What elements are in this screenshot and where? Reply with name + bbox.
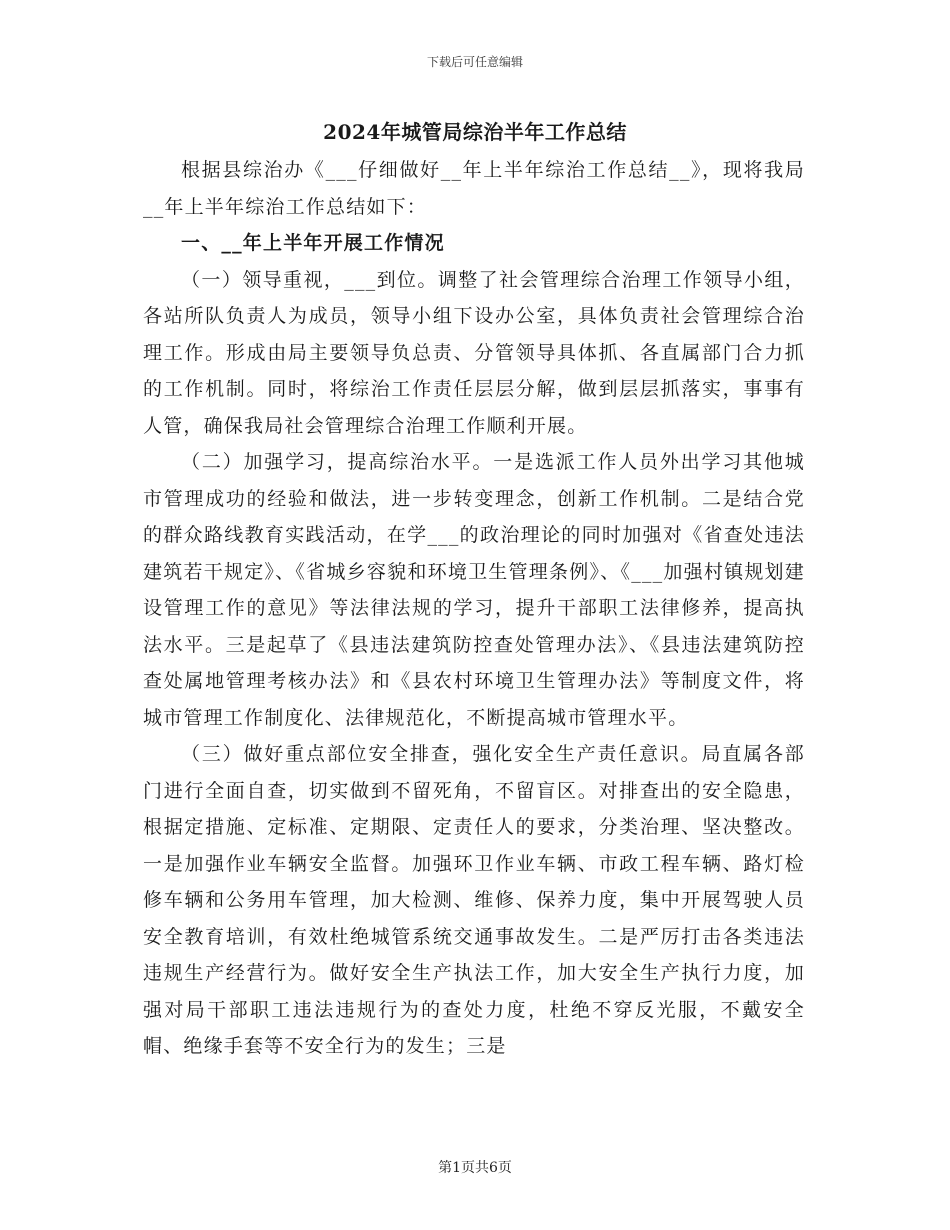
paragraph-safety: （三）做好重点部位安全排查，强化安全生产责任意识。局直属各部门进行全面自查，切实做到不留死角，不留盲区。对排查出的安全隐患，根据定措施、定标准、定期限、定责任人的要求，分类治理、坚决整改。一是加强作业车辆安全监督。加强环卫作业车辆、市政工程车辆、路灯检修车辆和公务用车管理，加大检测、维修、保养力度，集中开展驾驶人员安全教育培训，有效杜绝城管系统交通事故发生。二是严厉打击各类违法违规生产经营行为。做好安全生产执法工作，加大安全生产执行力度，加强对局干部职工违法违规行为的查处力度，杜绝不穿反光服，不戴安全帽、绝缘手套等不安全行为的发生；三是 [143, 743, 805, 1057]
intro-paragraph: 根据县综治办《___仔细做好__年上半年综治工作总结__》，现将我局__年上半年综治工作总结如下： [143, 159, 805, 218]
document-body [143, 152, 805, 1065]
paragraph-study: （二）加强学习，提高综治水平。一是选派工作人员外出学习其他城市管理成功的经验和做法，进一步转变理念，创新工作机制。二是结合党的群众路线教育实践活动，在学___的政治理论的同时加强对《省查处违法建筑若干规定》、《省城乡容貌和环境卫生管理条例》、《___加强村镇规划建设管理工作的意见》等法律法规的学习，提升干部职工法律修养，提高执法水平。三是起草了《县违法建筑防控查处管理办法》、《县违法建筑防控查处属地管理考核办法》和《县农村环境卫生管理办法》等制度文件，将城市管理工作制度化、法律规范化，不断提高城市管理水平。 [143, 451, 805, 729]
paragraph-leadership: （一）领导重视，___到位。调整了社会管理综合治理工作领导小组，各站所队负责人为成员，领导小组下设办公室，具体负责社会管理综合治理工作。形成由局主要领导负总责、分管领导具体抓、各直属部门合力抓的工作机制。同时，将综治工作责任层层分解，做到层层抓落实，事事有人管，确保我局社会管理综合治理工作顺利开展。 [143, 268, 805, 437]
page-number: 第1页共6页 [438, 1160, 512, 1176]
section-heading: 一、__年上半年开展工作情况 [181, 232, 445, 254]
document-title: 2024年城管局综治半年工作总结 [323, 120, 627, 144]
header-note: 下载后可任意编辑 [426, 55, 523, 69]
